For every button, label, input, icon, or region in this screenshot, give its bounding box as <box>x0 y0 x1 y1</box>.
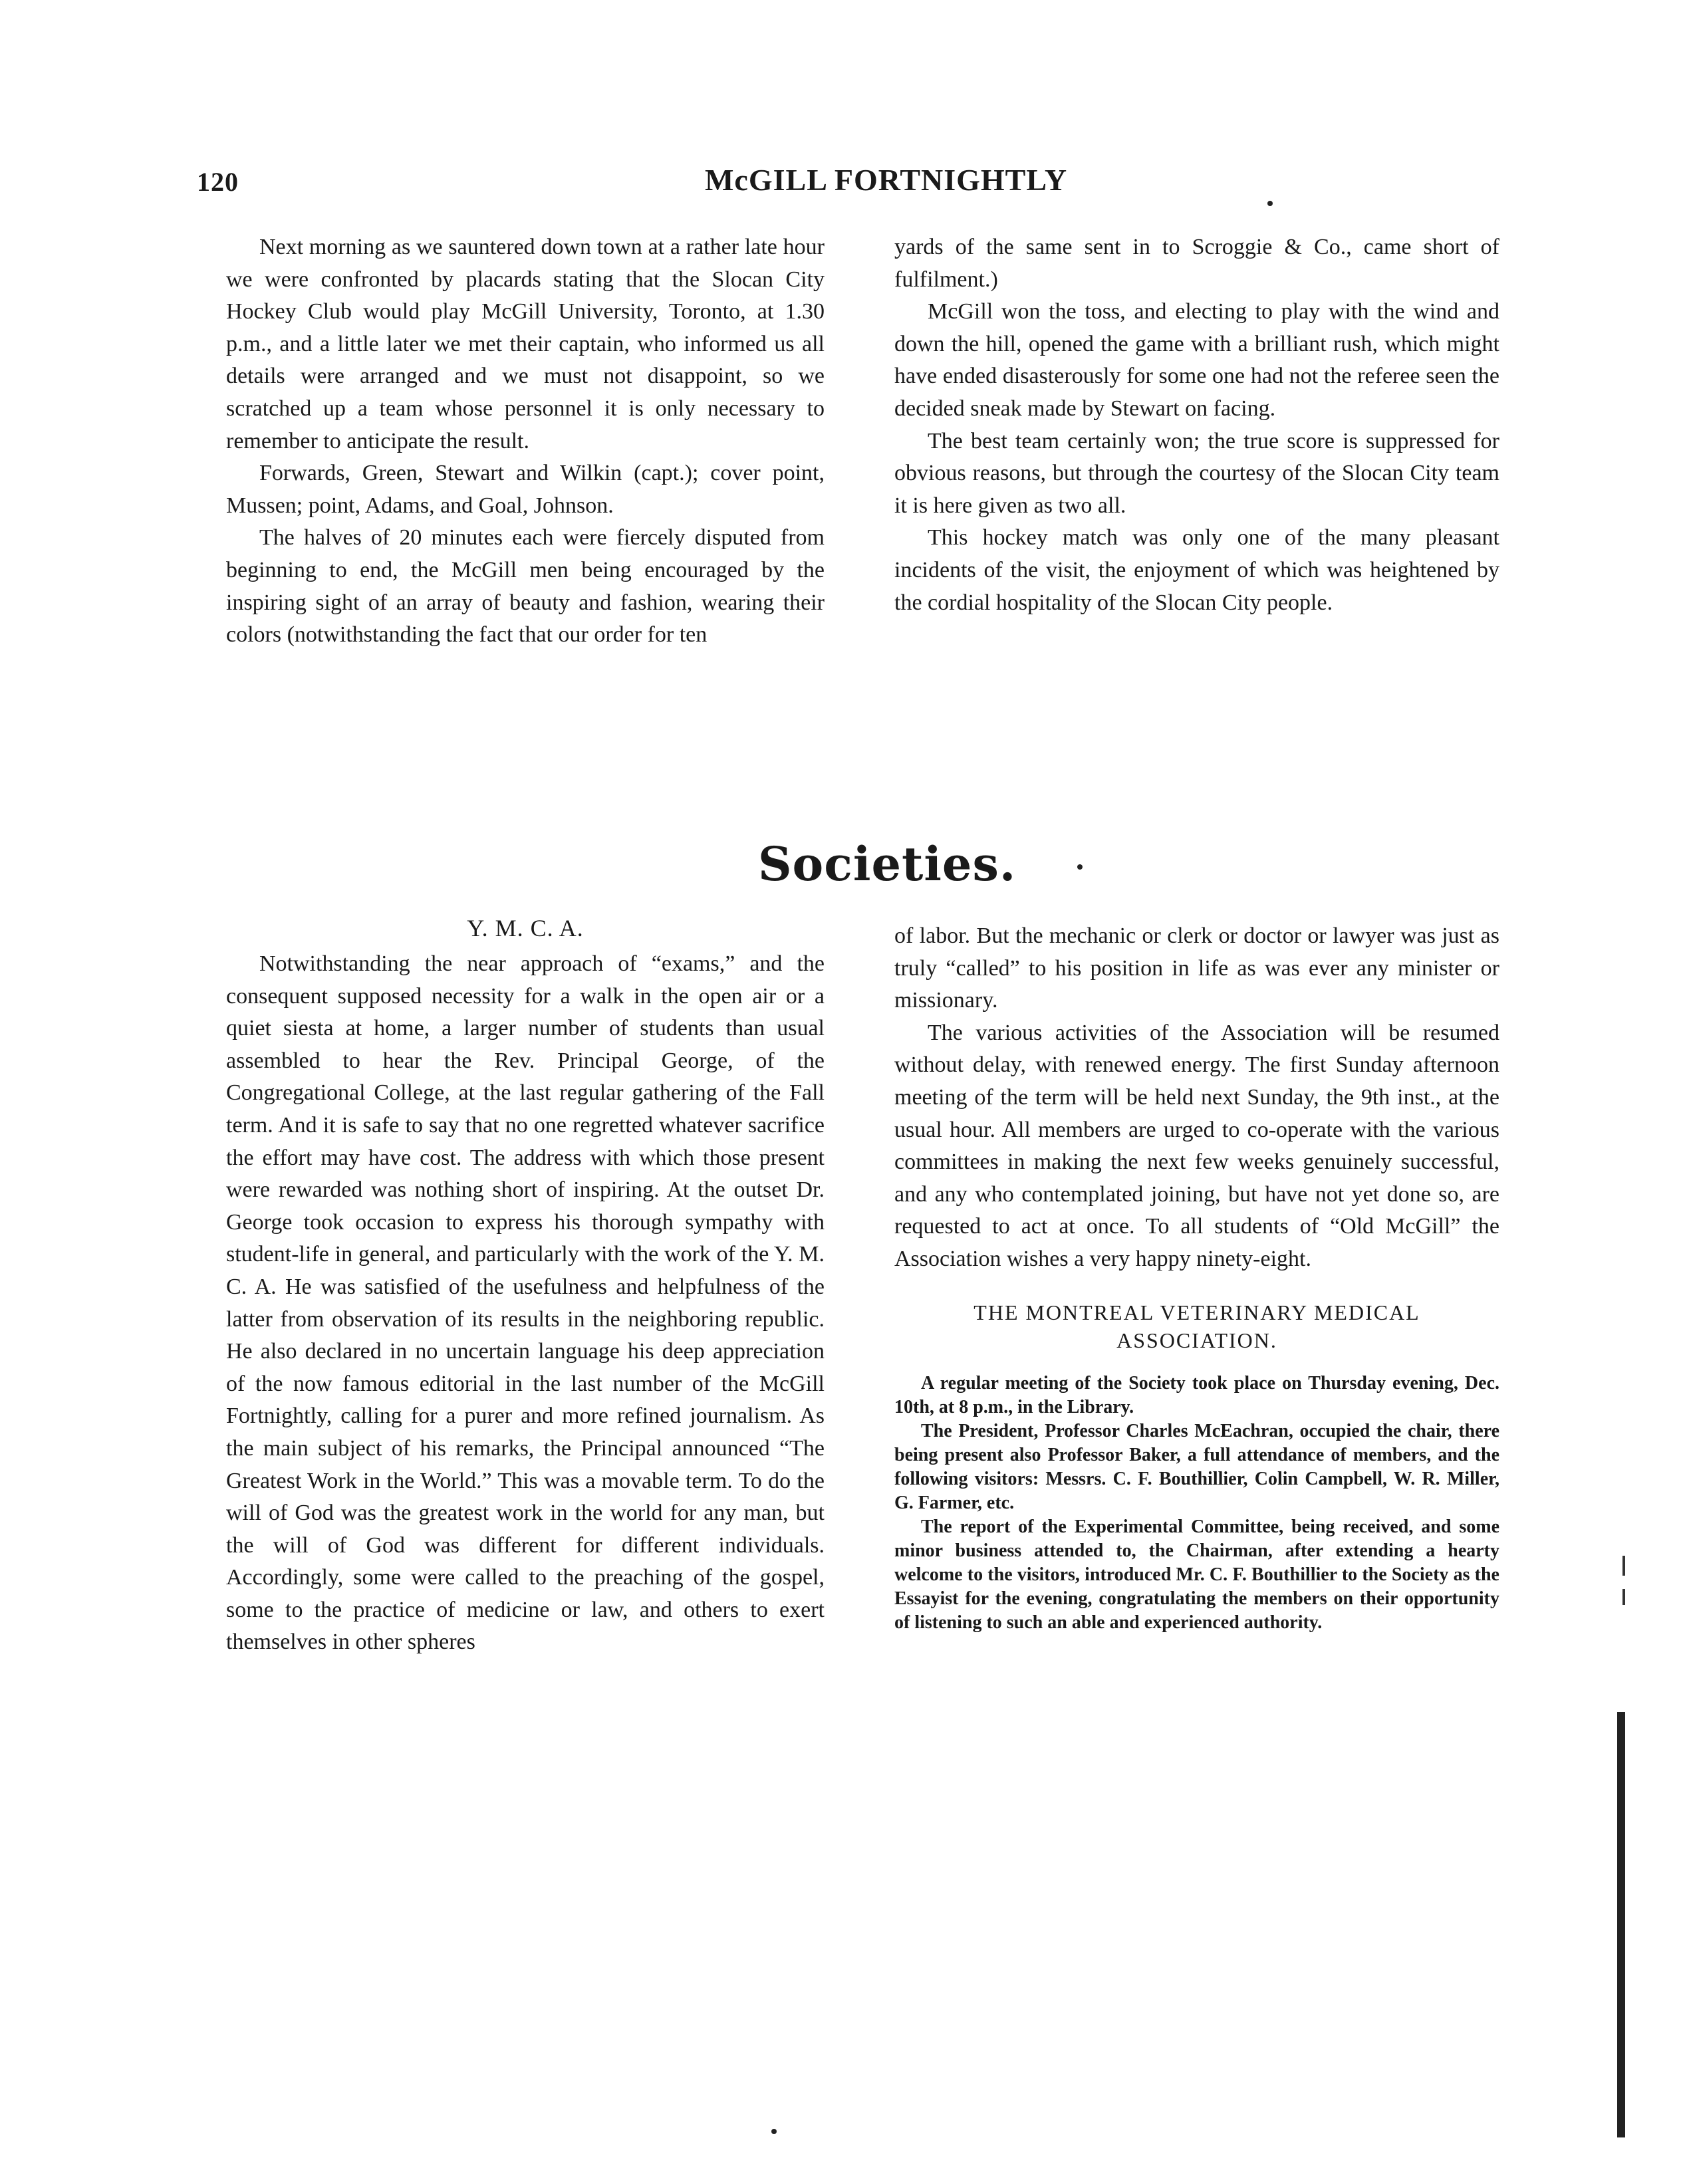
running-head: McGILL FORTNIGHTLY <box>705 163 1068 197</box>
paragraph: Notwithstanding the near approach of “exams,” and the consequent supposed necessity for a walk in the open air or a quiet siesta at home, a larger number of students than usual assembled to hear the Rev. Principal George, of the Congregational College, at the last regular gathering of the Fall term. And it is safe to say that no one regretted whatever sacrifice the effort may have cost. The address with which those present were rewarded was nothing short of inspiring. At the outset Dr. George took occasion to express his thorough sympathy with student-life in general, and particularly with the work of the Y. M. C. A. He was satisfied of the usefulness and helpfulness of the latter from observation of its results in the neighboring republic. He also declared in no uncertain language his deep appreciation of the now famous editorial in the last number of the McGill Fortnightly, calling for a purer and more refined journalism. As the main subject of his remarks, the Principal announced “The Greatest Work in the World.” This was a movable term. To do the will of God was the greatest work in the world for any man, but the will of God was different for different individuals. Accordingly, some were called to the preaching of the gospel, some to the practice of medicine or law, and others to exert themselves in other spheres <box>226 951 825 1655</box>
paragraph: The President, Professor Charles McEachran, occupied the chair, there being present also Professor Baker, a full attendance of members, and the following visitors: Messrs. C. F. Bouthillier, Colin Campbell, W. R. Miller, G. Farmer, etc. <box>894 1420 1499 1513</box>
paragraph: This hockey match was only one of the many pleasant incidents of the visit, the enjoyment of which was heightened by the cordial hospitality of the Slocan City people. <box>894 525 1499 615</box>
paragraph: The various activities of the Association will be resumed without delay, with renewed energy. The first Sunday afternoon meeting of the term will be held next Sunday, the 9th inst., at the usual hour. All members are urged to co-operate with the various committees in making the next few weeks genuinely successful, and any who contemplated joining, but have not yet done so, are requested to act at once. To all students of “Old McGill” the Association wishes a very happy ninety-eight. <box>894 1020 1499 1271</box>
print-dot <box>1077 864 1083 870</box>
veterinary-report <box>894 1372 1499 1635</box>
paragraph: Forwards, Green, Stewart and Wilkin (capt.); cover point, Mussen; point, Adams, and Goal, Johnson. <box>226 461 825 518</box>
paragraph: yards of the same sent in to Scroggie & Co., came short of fulfilment.) <box>894 235 1499 292</box>
section-heading-societies: Societies. <box>758 836 1017 892</box>
print-dot <box>771 2129 777 2134</box>
paragraph: McGill won the toss, and electing to play with the wind and down the hill, opened the game with a brilliant rush, which might have ended disasterously for some one had not the referee seen the decided sneak made by Stewart on facing. <box>894 299 1499 421</box>
paragraph: The halves of 20 minutes each were fiercely disputed from beginning to end, the McGill men being encouraged by the inspiring sight of an array of beauty and fashion, wearing their colors (notwithstanding the fact that our order for ten <box>226 525 825 648</box>
hockey-article-right-column <box>894 231 1499 619</box>
scan-edge-mark <box>1617 1712 1625 2137</box>
page-number: 120 <box>197 167 239 197</box>
veterinary-heading: THE MONTREAL VETERINARY MEDICAL ASSOCIATION. <box>973 1300 1420 1352</box>
paragraph: The report of the Experimental Committee, being received, and some minor business attended to, the Chairman, after extending a hearty welcome to the visitors, introduced Mr. C. F. Bouthillier to the Society as the Essayist for the evening, congratulating the members on their opportunity of listening to such an able and experienced authority. <box>894 1516 1499 1633</box>
hockey-article-left-column <box>226 231 825 652</box>
ymca-right-column <box>894 920 1499 1635</box>
ymca-heading: Y. M. C. A. <box>467 915 584 941</box>
scan-edge-tick <box>1622 1589 1625 1605</box>
ymca-left-column <box>226 912 825 1659</box>
scan-edge-tick <box>1622 1556 1625 1576</box>
paragraph: of labor. But the mechanic or clerk or doctor or lawyer was just as truly “called” to his position in life as was ever any minister or missionary. <box>894 923 1499 1013</box>
paragraph: The best team certainly won; the true score is suppressed for obvious reasons, but through the courtesy of the Slocan City team it is here given as two all. <box>894 428 1499 518</box>
paragraph: A regular meeting of the Society took place on Thursday evening, Dec. 10th, at 8 p.m., in the Library. <box>894 1372 1499 1417</box>
print-dot <box>1267 201 1273 206</box>
paragraph: Next morning as we sauntered down town at a rather late hour we were confronted by placards stating that the Slocan City Hockey Club would play McGill University, Toronto, at 1.30 p.m., and a little later we met their captain, who informed us all details were arranged and we must not disappoint, so we scratched up a team whose personnel it is only necessary to remember to anticipate the result. <box>226 235 825 453</box>
